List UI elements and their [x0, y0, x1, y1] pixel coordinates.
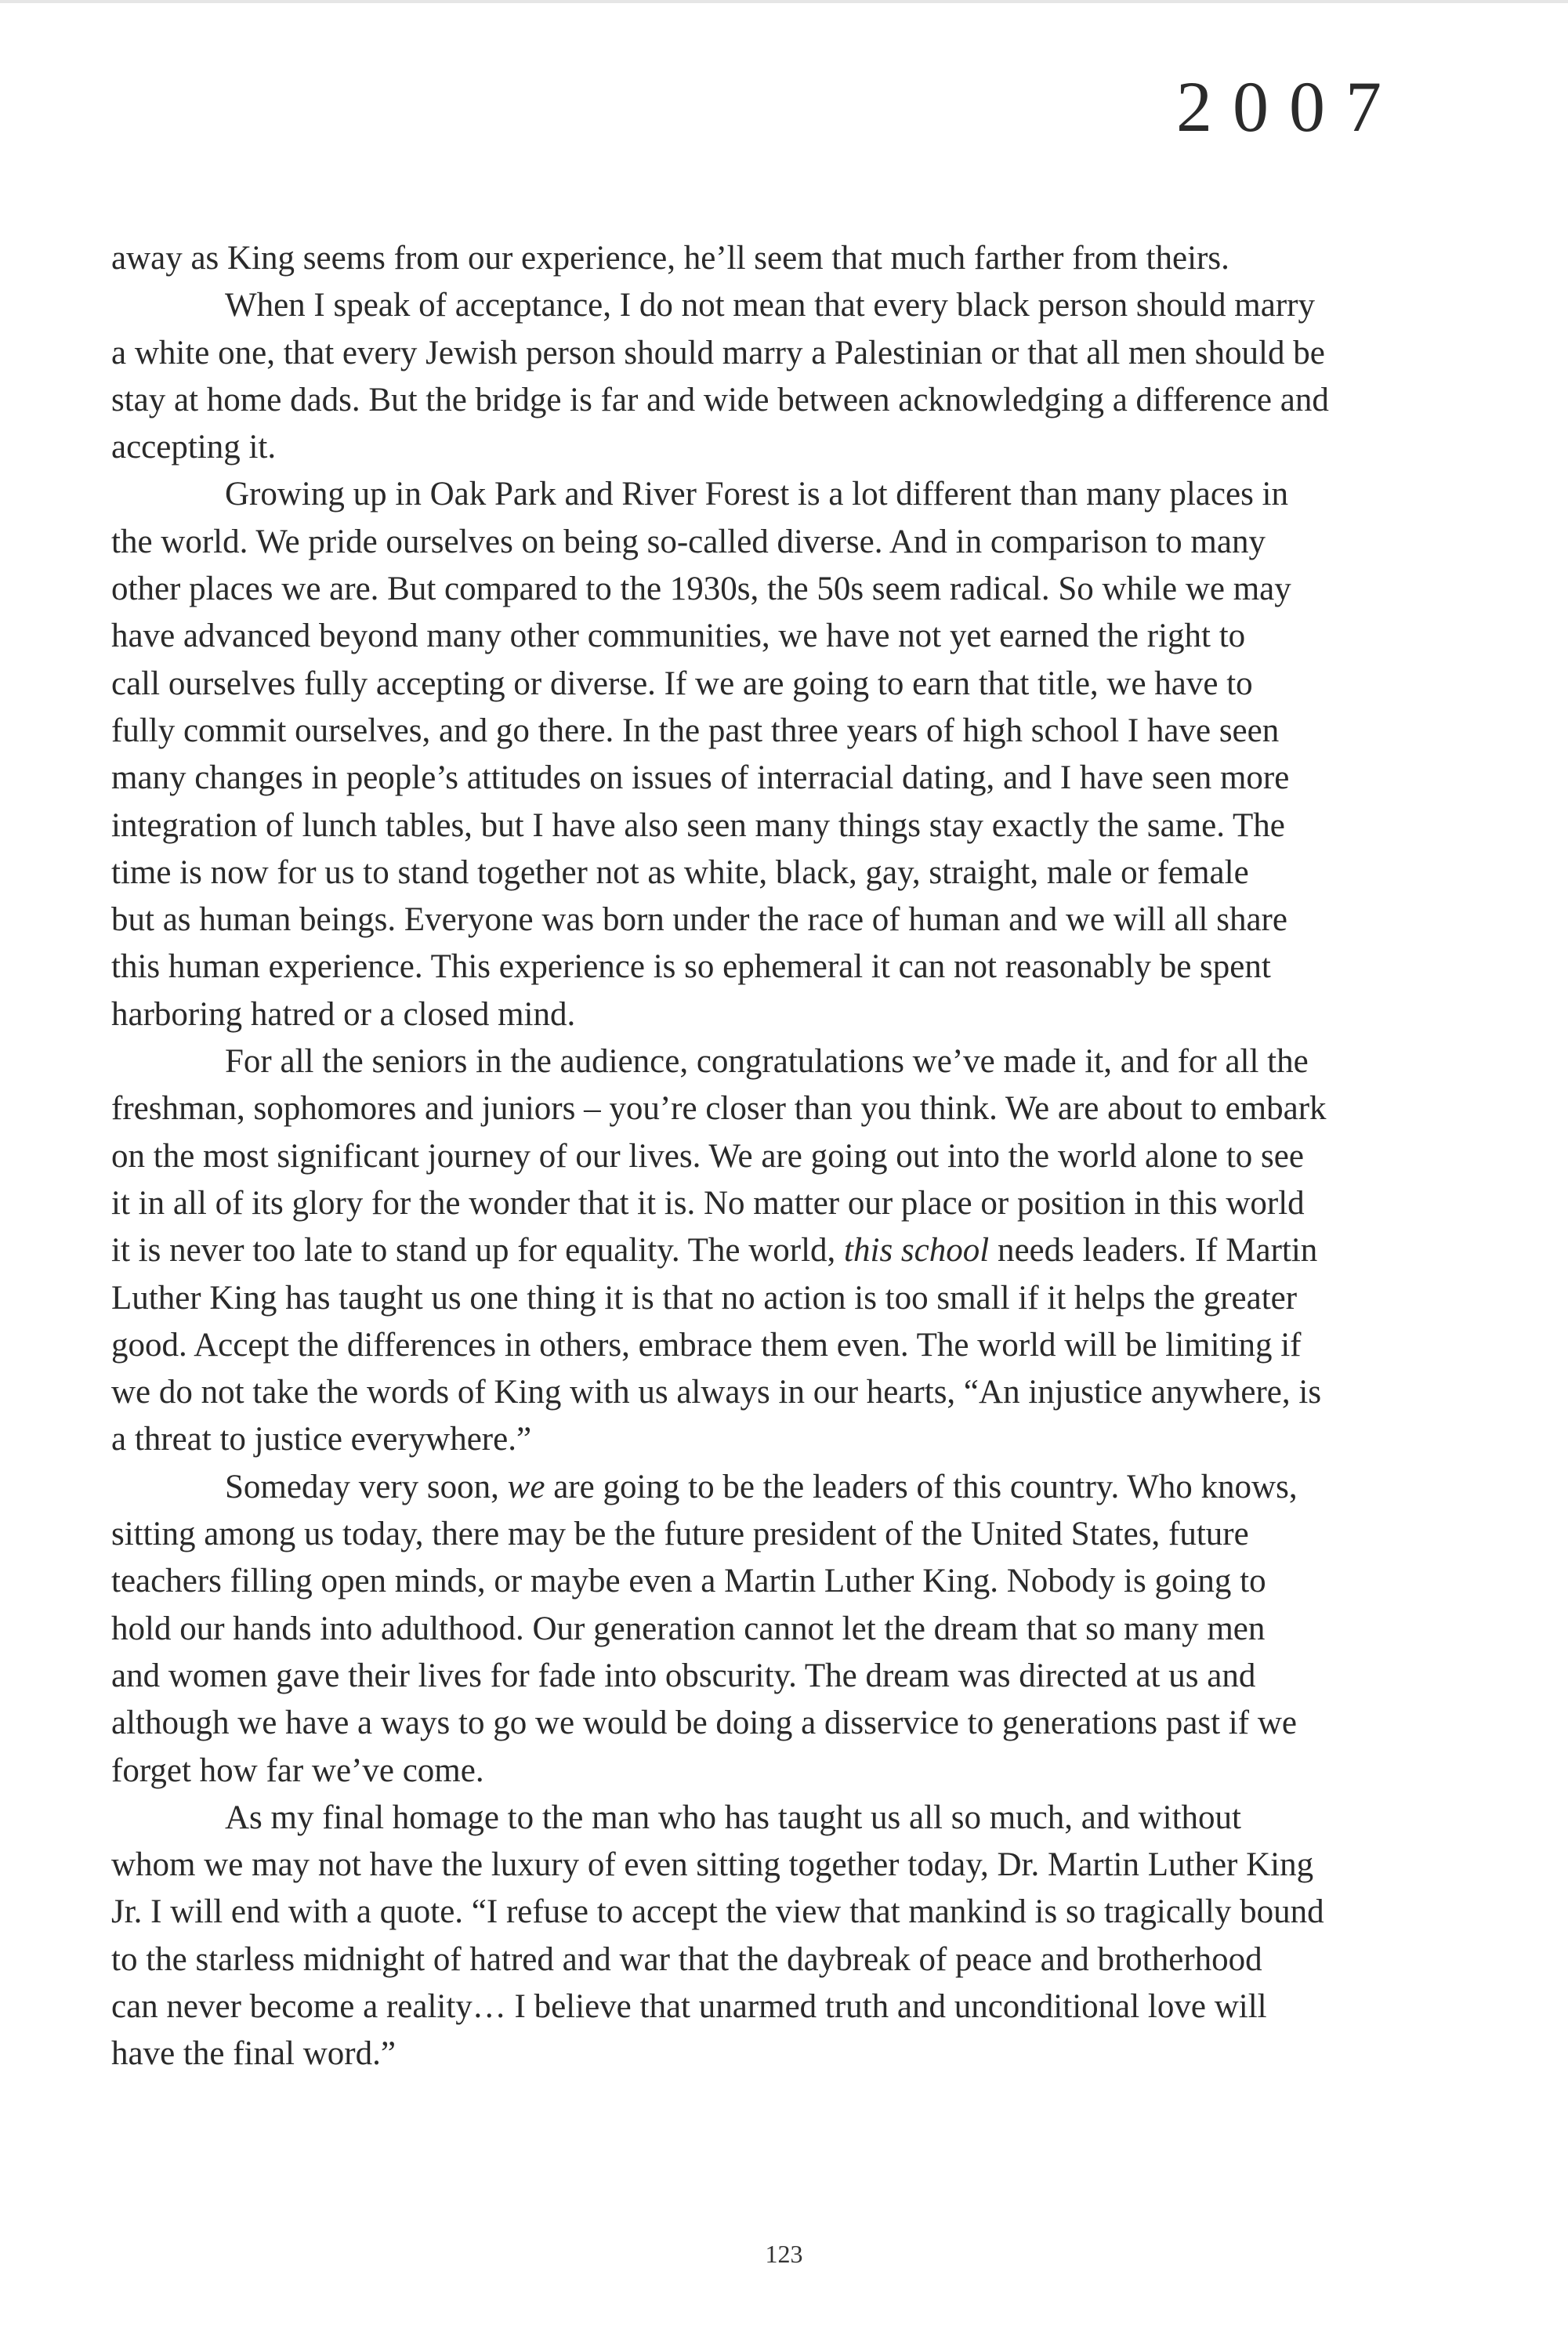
text-line: call ourselves fully accepting or diverse. If we are going to earn that title, we have to: [111, 665, 1253, 702]
text-line: When I speak of acceptance, I do not mean that every black person should marry: [225, 287, 1315, 324]
text-line: we do not take the words of King with us always in our hearts, “An injustice anywhere, is: [111, 1374, 1322, 1411]
paragraph: [111, 282, 1412, 471]
text-line: For all the seniors in the audience, congratulations we’ve made it, and for all the: [225, 1043, 1309, 1081]
text-line: forget how far we’ve come.: [111, 1752, 484, 1789]
text-line: harboring hatred or a closed mind.: [111, 995, 576, 1033]
text-line: to the starless midnight of hatred and war that the daybreak of peace and brotherhood: [111, 1940, 1262, 1978]
text-segment: are going to be the leaders of this country. Who knows,: [545, 1468, 1298, 1505]
text-line: integration of lunch tables, but I have also seen many things stay exactly the same. The: [111, 806, 1285, 844]
text-line: stay at home dads. But the bridge is far and wide between acknowledging a difference and: [111, 381, 1329, 418]
italic-emphasis: this school: [844, 1232, 990, 1270]
text-line: have advanced beyond many other communities, we have not yet earned the right to: [111, 618, 1246, 655]
paragraph: [111, 1795, 1412, 2078]
text-line: fully commit ourselves, and go there. In the past three years of high school I have seen: [111, 712, 1280, 749]
text-line: a threat to justice everywhere.”: [111, 1421, 532, 1458]
text-line: a white one, that every Jewish person should marry a Palestinian or that all men should be: [111, 334, 1325, 371]
text-line: but as human beings. Everyone was born under the race of human and we will all share: [111, 901, 1287, 939]
paragraph: [111, 235, 1412, 282]
text-line: although we have a ways to go we would be doing a disservice to generations past if we: [111, 1704, 1297, 1742]
text-line: hold our hands into adulthood. Our generation cannot let the dream that so many men: [111, 1610, 1266, 1647]
text-line: have the final word.”: [111, 2035, 396, 2073]
text-line: time is now for us to stand together not as white, black, gay, straight, male or female: [111, 853, 1249, 891]
text-segment: needs leaders. If Martin: [989, 1232, 1318, 1270]
page-header-year: 2007: [1176, 67, 1402, 147]
italic-emphasis: we: [507, 1468, 545, 1505]
text-line: Jr. I will end with a quote. “I refuse to accept the view that mankind is so tragically bound: [111, 1893, 1324, 1931]
text-line: [111, 1464, 1412, 1511]
text-line: Luther King has taught us one thing it is that no action is too small if it helps the greater: [111, 1279, 1298, 1317]
text-line: the world. We pride ourselves on being so-called diverse. And in comparison to many: [111, 523, 1266, 560]
text-line: teachers filling open minds, or maybe even a Martin Luther King. Nobody is going to: [111, 1563, 1266, 1600]
text-line: good. Accept the differences in others, embrace them even. The world will be limiting if: [111, 1326, 1302, 1364]
text-line: on the most significant journey of our lives. We are going out into the world alone to see: [111, 1137, 1304, 1175]
page-number: 123: [765, 2240, 803, 2268]
top-edge-rule: [0, 0, 1568, 3]
text-line: As my final homage to the man who has taught us all so much, and without: [225, 1799, 1241, 1836]
text-line: and women gave their lives for fade into obscurity. The dream was directed at us and: [111, 1657, 1256, 1694]
paragraph: [111, 1464, 1412, 1795]
text-line: this human experience. This experience is so ephemeral it can not reasonably be spent: [111, 948, 1271, 986]
speech-body-text: [111, 235, 1412, 2078]
text-line: away as King seems from our experience, he’ll seem that much farther from theirs.: [111, 240, 1229, 277]
text-line: Growing up in Oak Park and River Forest is a lot different than many places in: [225, 476, 1288, 513]
text-line: freshman, sophomores and juniors – you’re closer than you think. We are about to embark: [111, 1090, 1327, 1128]
paragraph: [111, 1038, 1412, 1464]
text-line: other places we are. But compared to the 1930s, the 50s seem radical. So while we may: [111, 571, 1291, 608]
text-segment: it is never too late to stand up for equality. The world,: [111, 1232, 845, 1270]
text-line: can never become a reality… I believe that unarmed truth and unconditional love will: [111, 1987, 1267, 2025]
text-line: whom we may not have the luxury of even sitting together today, Dr. Martin Luther King: [111, 1846, 1314, 1884]
text-segment: Someday very soon,: [225, 1468, 508, 1505]
paragraph: [111, 471, 1412, 1038]
text-line: sitting among us today, there may be the future president of the United States, future: [111, 1516, 1249, 1553]
text-line: many changes in people’s attitudes on issues of interracial dating, and I have seen more: [111, 759, 1290, 797]
text-line: accepting it.: [111, 429, 277, 466]
text-line: [111, 1227, 1412, 1274]
text-line: it in all of its glory for the wonder that it is. No matter our place or position in this world: [111, 1184, 1305, 1222]
